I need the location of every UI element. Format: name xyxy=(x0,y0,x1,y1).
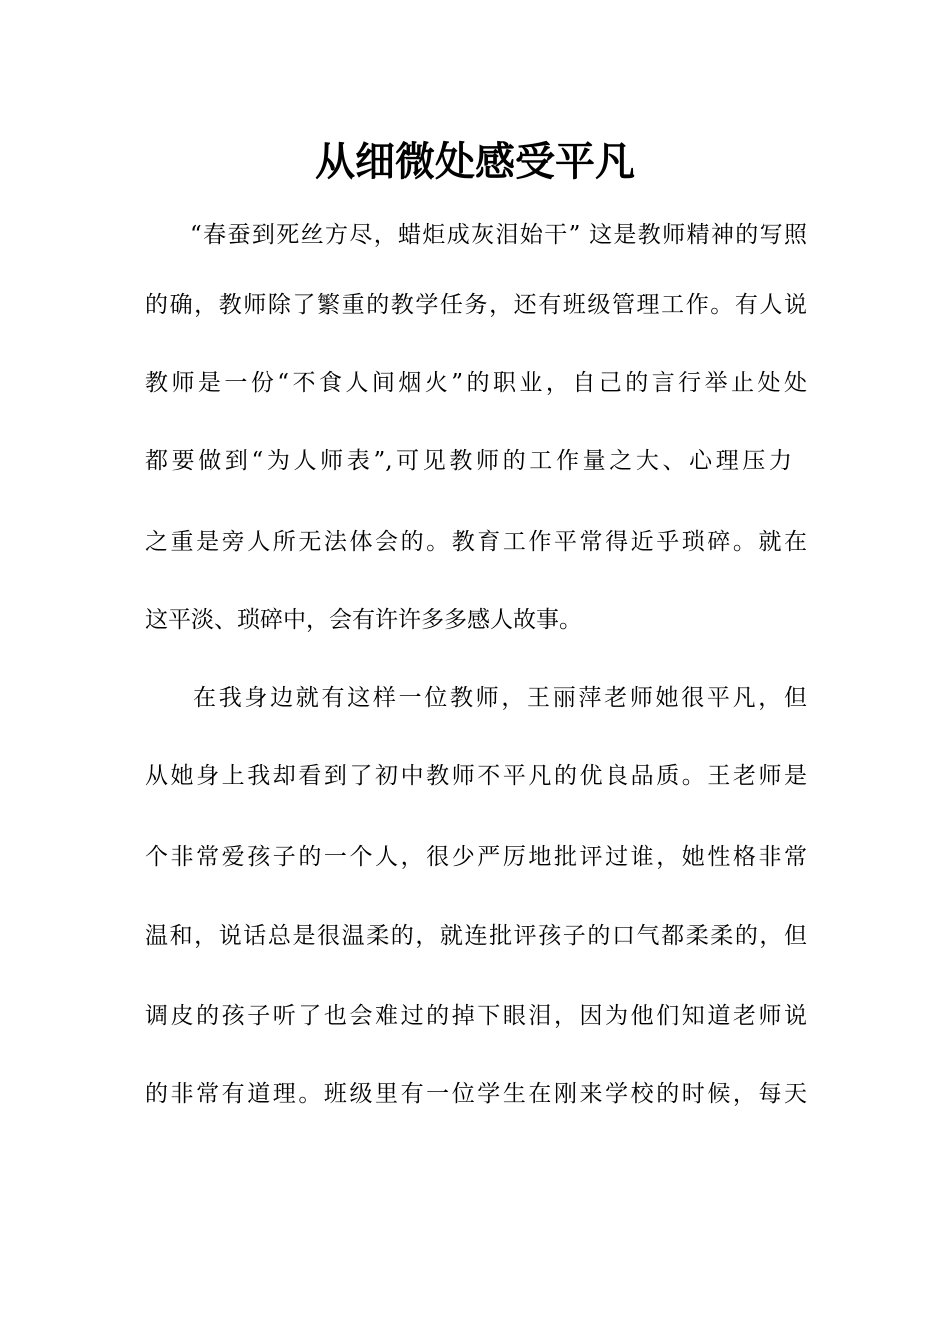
paragraph-1-line-5: 之重是旁人所无法体会的。教育工作平常得近乎琐碎。就在 xyxy=(145,529,807,555)
paragraph-1-line-4: 都要做到“为人师表”,可见教师的工作量之大、心理压力 xyxy=(145,448,792,474)
paragraph-1-line-2: 的确，教师除了繁重的教学任务，还有班级管理工作。有人说 xyxy=(145,292,807,318)
paragraph-2-line-2: 从她身上我却看到了初中教师不平凡的优良品质。王老师是 xyxy=(145,763,807,789)
paragraph-1-line-1: “春蚕到死丝方尽，蜡炬成灰泪始干” 这是教师精神的写照 xyxy=(190,222,807,248)
paragraph-2-line-4: 温和，说话总是很温柔的，就连批评孩子的口气都柔柔的，但 xyxy=(145,923,807,949)
paragraph-2-line-5: 调皮的孩子听了也会难过的掉下眼泪，因为他们知道老师说 xyxy=(145,1003,807,1029)
paragraph-1-line-6: 这平淡、琐碎中，会有许许多多感人故事。 xyxy=(145,607,582,633)
paragraph-2-line-6: 的非常有道理。班级里有一位学生在刚来学校的时候，每天 xyxy=(145,1081,807,1107)
paragraph-1-line-3: 教师是一份“不食人间烟火”的职业，自己的言行举止处处 xyxy=(145,370,807,396)
paragraph-2-line-3: 个非常爱孩子的一个人，很少严厉地批评过谁，她性格非常 xyxy=(145,844,807,870)
document-title: 从细微处感受平凡 xyxy=(315,138,635,185)
paragraph-2-line-1: 在我身边就有这样一位教师，王丽萍老师她很平凡，但 xyxy=(193,685,807,711)
